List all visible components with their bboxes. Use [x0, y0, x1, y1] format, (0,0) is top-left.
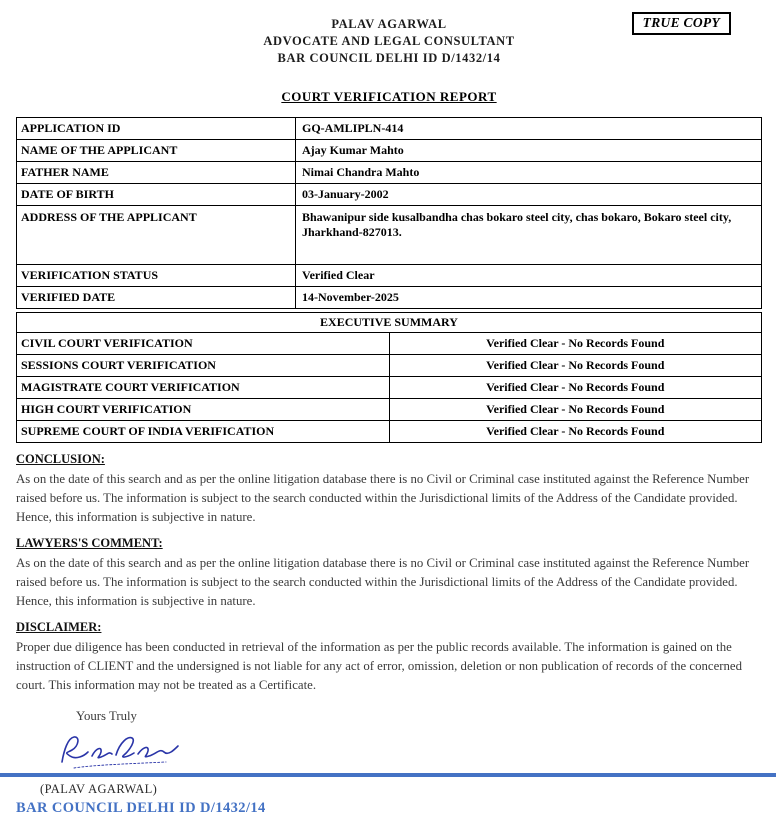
- table-row: [17, 118, 762, 140]
- table-row: [17, 355, 762, 377]
- footer-accent-bar: [0, 773, 776, 777]
- table-cell-label: CIVIL COURT VERIFICATION: [17, 333, 390, 355]
- report-title: [16, 88, 762, 106]
- table-cell-label: ADDRESS OF THE APPLICANT: [17, 206, 296, 265]
- table-cell-value: Verified Clear: [296, 265, 762, 287]
- table-row: [17, 333, 762, 355]
- table-cell-label: DATE OF BIRTH: [17, 184, 296, 206]
- disclaimer-section: [16, 620, 762, 695]
- table-row: [17, 206, 762, 265]
- table-cell-value: Ajay Kumar Mahto: [296, 140, 762, 162]
- table-row: [17, 377, 762, 399]
- signature-ink: [54, 728, 184, 778]
- table-cell-value: 03-January-2002: [296, 184, 762, 206]
- applicant-info-table: [16, 117, 762, 309]
- table-row: [17, 162, 762, 184]
- table-cell-value: Nimai Chandra Mahto: [296, 162, 762, 184]
- table-cell-label: VERIFIED DATE: [17, 287, 296, 309]
- table-cell-value: Verified Clear - No Records Found: [389, 333, 762, 355]
- table-cell-value: Verified Clear - No Records Found: [389, 377, 762, 399]
- table-cell-label: VERIFICATION STATUS: [17, 265, 296, 287]
- lawyers-comment-body: As on the date of this search and as per the online litigation database there is no Civil or Criminal case instituted against the Reference Number raised before us. The information is subject to the search conducted within the Jurisdictional limits of the Address of the Candidate provided. Hence, this information is subjective in nature.: [16, 556, 750, 608]
- bar-council-id-footer: BAR COUNCIL DELHI ID D/1432/14: [16, 800, 266, 816]
- table-cell-value: Verified Clear - No Records Found: [389, 399, 762, 421]
- table-cell-value: Verified Clear - No Records Found: [389, 421, 762, 443]
- table-cell-value: Verified Clear - No Records Found: [389, 355, 762, 377]
- table-cell-label: SESSIONS COURT VERIFICATION: [17, 355, 390, 377]
- disclaimer-body: Proper due diligence has been conducted in retrieval of the information as per the public records available. The information is gained on the instruction of CLIENT and the undersigned is not liable for any act of error, omission, deletion or non publication of records of the concerned court. This information may not be treated as a Certificate.: [16, 640, 742, 692]
- table-row: [17, 184, 762, 206]
- lawyers-comment-section: [16, 536, 762, 611]
- table-row: [17, 265, 762, 287]
- disclaimer-heading: DISCLAIMER:: [16, 620, 102, 634]
- table-row: [17, 421, 762, 443]
- closing-block: [16, 709, 762, 817]
- table-cell-value: GQ-AMLIPLN-414: [296, 118, 762, 140]
- advocate-name: PALAV AGARWAL: [331, 17, 447, 31]
- advocate-designation: ADVOCATE AND LEGAL CONSULTANT: [263, 34, 515, 48]
- table-cell-label: APPLICATION ID: [17, 118, 296, 140]
- table-row: [17, 287, 762, 309]
- table-row: [17, 140, 762, 162]
- executive-summary-title: EXECUTIVE SUMMARY: [17, 313, 762, 333]
- table-cell-label: FATHER NAME: [17, 162, 296, 184]
- lawyers-comment-heading: LAWYERS'S COMMENT:: [16, 536, 163, 550]
- table-row: [17, 399, 762, 421]
- table-cell-label: SUPREME COURT OF INDIA VERIFICATION: [17, 421, 390, 443]
- table-cell-label: HIGH COURT VERIFICATION: [17, 399, 390, 421]
- letterhead: [16, 16, 762, 67]
- table-cell-value: Bhawanipur side kusalbandha chas bokaro steel city, chas bokaro, Bokaro steel city, Jharkhand-827013.: [296, 206, 762, 265]
- conclusion-body: As on the date of this search and as per the online litigation database there is no Civil or Criminal case instituted against the Reference Number raised before us. The information is subject to the search conducted within the Jurisdictional limits of the Address of the Candidate provided. Hence, this information is subjective in nature.: [16, 472, 750, 524]
- bar-council-id-header: BAR COUNCIL DELHI ID D/1432/14: [277, 51, 501, 65]
- signer-name: (PALAV AGARWAL): [40, 782, 158, 796]
- table-cell-label: MAGISTRATE COURT VERIFICATION: [17, 377, 390, 399]
- table-cell-label: NAME OF THE APPLICANT: [17, 140, 296, 162]
- executive-summary-table: [16, 312, 762, 443]
- yours-truly-text: Yours Truly: [76, 709, 137, 723]
- report-title-text: COURT VERIFICATION REPORT: [281, 89, 497, 104]
- conclusion-heading: CONCLUSION:: [16, 452, 105, 466]
- conclusion-section: [16, 452, 762, 527]
- table-row: [17, 313, 762, 333]
- table-cell-value: 14-November-2025: [296, 287, 762, 309]
- true-copy-stamp: TRUE COPY: [632, 12, 731, 35]
